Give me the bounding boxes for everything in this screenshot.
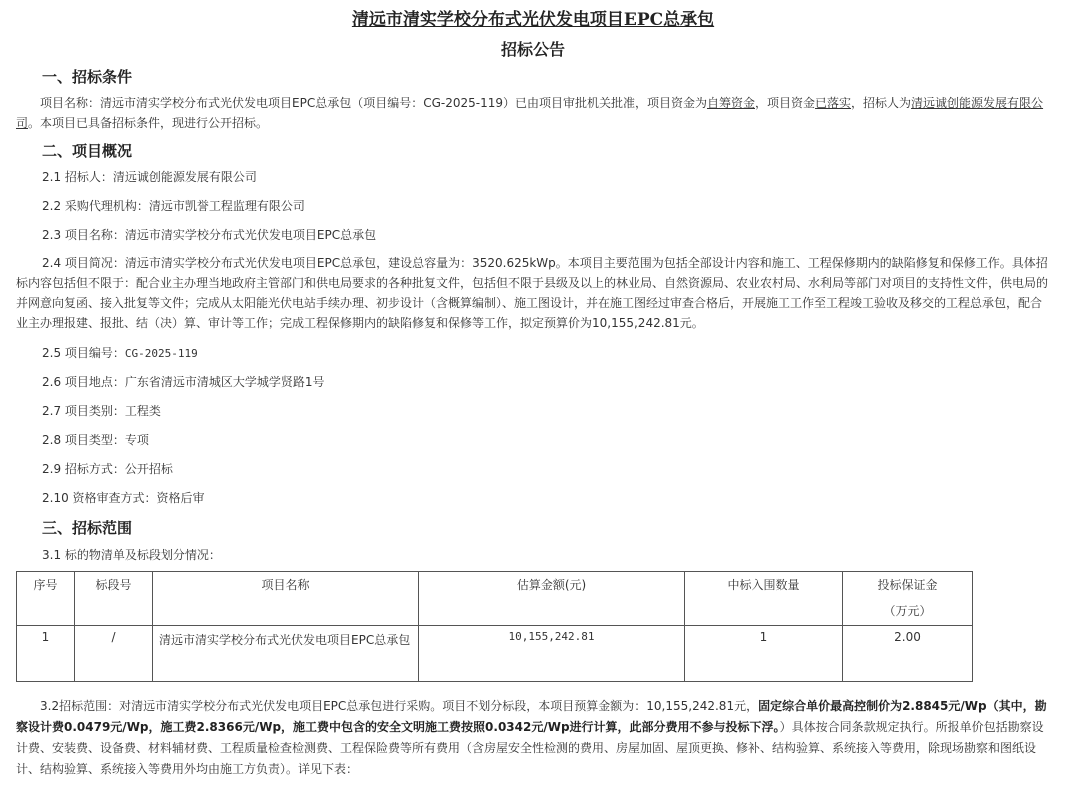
section-heading: 一、招标条件	[42, 68, 133, 86]
cell-name: 清远市清实学校分布式光伏发电项目EPC总承包	[153, 626, 419, 682]
overview-item-review: 2.10 资格审查方式：资格后审	[42, 491, 205, 505]
section-project-overview	[16, 133, 1050, 513]
header-name: 项目名称	[153, 572, 419, 626]
overview-item-agency: 2.2 采购代理机构：清远市凯誉工程监理有限公司	[42, 199, 305, 213]
header-no: 序号	[17, 572, 75, 626]
header-winners: 中标入围数量	[685, 572, 843, 626]
range-text-b: ）具体按合同条款规定执行。所报单价包括勘察设计费、安装费、设备费、材料辅材费、工程质量检查检测费、工程保险费等所有费用（含房屋安全性检测的费用、房屋加固、屋顶更换、修补、结构验算、系统接入等费用，除现场勘察和图纸设计、结构验算、系统接入等费用外均由施工方负责）。详见下表：	[16, 720, 1044, 776]
section-bidding-conditions	[16, 65, 1050, 133]
section-bidding-scope	[16, 513, 1050, 780]
fund-status: 已落实	[815, 96, 852, 110]
cell-winners: 1	[685, 626, 843, 682]
conditions-text-a: 项目名称：清远市清实学校分布式光伏发电项目EPC总承包（项目编号：CG-2025-119）已由项目审批机关批准，项目资金为	[40, 96, 707, 110]
overview-item-project-name: 2.3 项目名称：清远市清实学校分布式光伏发电项目EPC总承包	[42, 228, 377, 242]
section-heading: 三、招标范围	[42, 519, 133, 537]
document-title: 清远市清实学校分布式光伏发电项目EPC总承包	[351, 10, 715, 30]
scope-item-range	[16, 696, 1050, 780]
tenderer-name: 清远诚创能源发展有限公司	[16, 96, 1044, 130]
cell-amount: 10,155,242.81	[419, 626, 685, 682]
overview-item-category: 2.7 项目类别：工程类	[42, 404, 161, 418]
overview-item-method: 2.9 招标方式：公开招标	[42, 462, 173, 476]
section-heading: 二、项目概况	[42, 142, 133, 160]
table-header-row	[17, 572, 973, 626]
header-bond-line1: 投标保证金	[877, 578, 938, 592]
lot-table	[16, 571, 973, 682]
table-row	[17, 626, 973, 682]
header-amount: 估算金额(元)	[419, 572, 685, 626]
document-subtitle: 招标公告	[500, 40, 565, 59]
bidding-conditions-paragraph	[16, 93, 1050, 133]
fund-source: 自筹资金	[706, 96, 755, 110]
conditions-text-d: 。本项目已具备招标条件，现进行公开招标。	[28, 116, 269, 130]
header-lot: 标段号	[75, 572, 153, 626]
conditions-text-c: ，招标人为	[851, 96, 912, 110]
overview-item-tenderer: 2.1 招标人：清远诚创能源发展有限公司	[42, 170, 257, 184]
overview-item-type: 2.8 项目类型：专项	[42, 433, 149, 447]
conditions-text-b: ，项目资金	[755, 96, 816, 110]
cell-lot: /	[75, 626, 153, 682]
cell-no: 1	[17, 626, 75, 682]
range-price-cap: 固定综合单价最高控制价为2.8845元/Wp（其中，勘察设计费0.0479元/Wp，施工费2.8366元/Wp，施工费中包含的安全文明施工费按照0.0342元/Wp进行计算，此部分费用不参与投标下浮。	[16, 699, 1047, 734]
overview-item-project-summary: 2.4 项目简况：清远市清实学校分布式光伏发电项目EPC总承包，建设总容量为：3520.625kWp。本项目主要范围为包括全部设计内容和施工、工程保修期内的缺陷修复和保修工作。具体招标内容包括但不限于：配合业主办理当地政府主管部门和供电局要求的各种批复文件，包括但不限于县级及以上的林业局、自然资源局、农业农村局、水利局等部门对项目的支持性文件，供电局的并网意向复函、接入批复等文件；完成从太阳能光伏电站手续办理、初步设计（含概算编制）、施工图设计，并在施工图经过审查合格后，开展施工工作至工程竣工验收及移交的工程总承包，配合业主办理报建、报批、结（决）算、审计等工作；完成工程保修期内的缺陷修复和保修等工作，拟定预算价为10,155,242.81元。	[16, 256, 1049, 330]
header-bond	[843, 572, 973, 626]
overview-item-project-number	[16, 339, 1050, 368]
project-number-label: 2.5 项目编号：	[42, 346, 125, 360]
cell-bond: 2.00	[843, 626, 973, 682]
overview-item-location: 2.6 项目地点：广东省清远市清城区大学城学贤路1号	[42, 375, 325, 389]
project-number-value: CG-2025-119	[124, 347, 198, 360]
header-bond-line2: （万元）	[883, 604, 932, 618]
scope-item-list: 3.1 标的物清单及标段划分情况：	[42, 548, 221, 562]
range-text-a: 3.2招标范围：对清远市清实学校分布式光伏发电项目EPC总承包进行采购。项目不划分标段，本项目预算金额为：10,155,242.81元，	[40, 699, 759, 713]
